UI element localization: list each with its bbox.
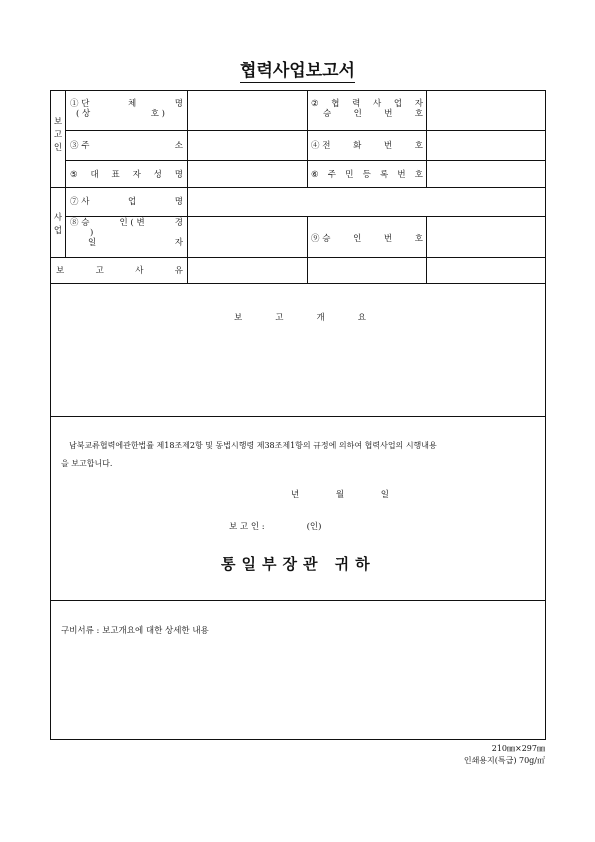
resident-number-label: ⑥ 주 민 등 록 번 호 <box>311 170 423 180</box>
report-reason-label: 보 고 사 유 <box>56 266 183 276</box>
phone-label: ④ 전 화 번 호 <box>311 141 423 151</box>
project-name-label: ⑦ 사 업 명 <box>70 197 183 207</box>
report-overview-label: 보 고 개 요 <box>234 313 366 323</box>
addressee: 통일부장관 귀하 <box>221 555 376 573</box>
approval-number-label: ⑨ 승 인 번 호 <box>311 234 423 244</box>
reporter-line: 보 고 인 : (인) <box>229 522 322 532</box>
company-name-label: ① 단 체 명 ( 상 호 ) <box>70 99 183 119</box>
reporter-group-label: 보 고 인 <box>53 117 63 153</box>
paper-spec: 인쇄용지(특급) 70g/㎡ <box>463 756 545 765</box>
address-label: ③ 주 소 <box>70 141 183 151</box>
page-title: 협력사업보고서 <box>240 61 355 81</box>
paper-size: 210㎜×297㎜ <box>491 744 545 753</box>
business-group-label: 사 업 <box>53 213 63 236</box>
statement-text: 남북교류협력에관한법률 제18조제2항 및 동법시행령 제38조제1항의 규정에 의하여 협력사업의 시행내용 을 보고합니다. <box>61 441 437 468</box>
date-line: 년 월 일 <box>291 490 389 500</box>
required-documents: 구비서류 : 보고개요에 대한 상세한 내용 <box>61 626 209 636</box>
report-form <box>50 90 546 740</box>
business-approval-label: ② 협 력 사 업 자 승 인 번 호 <box>311 99 423 119</box>
approval-date-label: ⑧ 승 인 ( 변 경 ) 일 자 <box>70 218 183 248</box>
representative-name-label: ⑤ 대 표 자 성 명 <box>70 170 183 180</box>
